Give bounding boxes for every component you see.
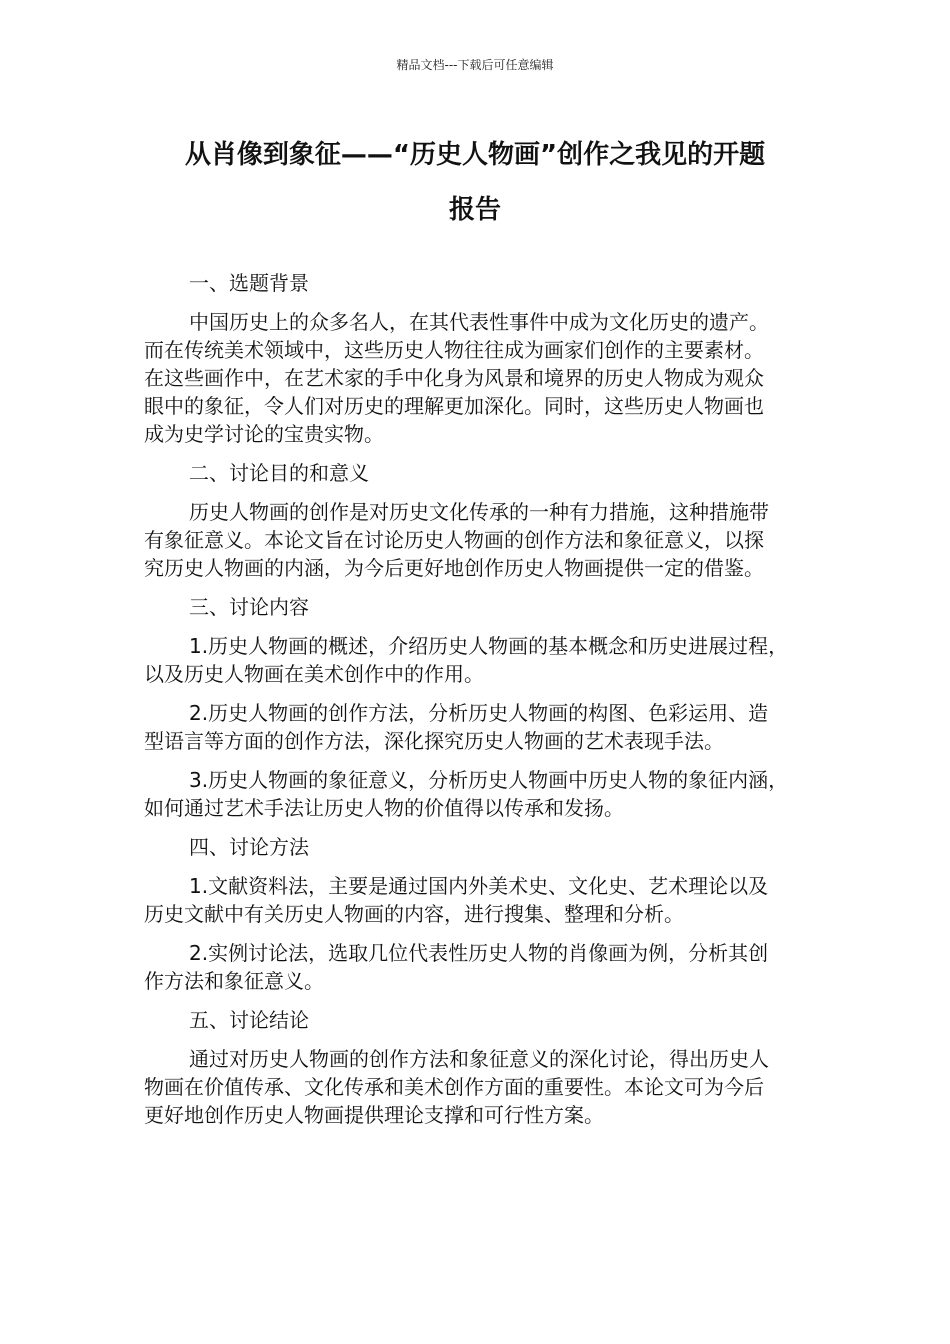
text-line: 历史文献中有关历史人物画的内容，进行搜集、整理和分析。	[144, 902, 684, 926]
title-line-1: 从肖像到象征——“历史人物画”创作之我见的开题	[184, 140, 766, 170]
paragraph-purpose	[144, 498, 794, 582]
title-line-2: 报告	[448, 195, 501, 225]
document-body	[144, 269, 794, 1140]
paragraph-method-2	[144, 939, 794, 995]
text-line: 型语言等方面的创作方法，深化探究历史人物画的艺术表现手法。	[144, 729, 724, 753]
paragraph-content-2	[144, 699, 794, 755]
text-line: 通过对历史人物画的创作方法和象征意义的深化讨论，得出历史人	[189, 1047, 769, 1071]
text-line: 物画在价值传承、文化传承和美术创作方面的重要性。本论文可为今后	[144, 1075, 764, 1099]
paragraph-conclusion	[144, 1045, 794, 1129]
section-heading-method: 四、讨论方法	[189, 835, 309, 859]
text-line: 在这些画作中，在艺术家的手中化身为风景和境界的历史人物成为观众	[144, 366, 764, 390]
text-line: 2.历史人物画的创作方法，分析历史人物画的构图、色彩运用、造	[189, 701, 769, 725]
header-note: 精品文档---下载后可任意编辑	[396, 58, 554, 72]
paragraph-method-1	[144, 872, 794, 928]
paragraph-background	[144, 308, 794, 448]
text-line: 如何通过艺术手法让历史人物的价值得以传承和发扬。	[144, 796, 624, 820]
text-line: 中国历史上的众多名人，在其代表性事件中成为文化历史的遗产。	[189, 310, 769, 334]
text-line: 眼中的象征，令人们对历史的理解更加深化。同时，这些历史人物画也	[144, 394, 764, 418]
text-line: 更好地创作历史人物画提供理论支撑和可行性方案。	[144, 1103, 604, 1127]
paragraph-content-3	[144, 766, 794, 822]
text-line: 1.历史人物画的概述，介绍历史人物画的基本概念和历史进展过程，	[189, 634, 789, 658]
paragraph-content-1	[144, 632, 794, 688]
text-line: 有象征意义。本论文旨在讨论历史人物画的创作方法和象征意义，以探	[144, 528, 764, 552]
text-line: 成为史学讨论的宝贵实物。	[144, 422, 384, 446]
text-line: 而在传统美术领域中，这些历史人物往往成为画家们创作的主要素材。	[144, 338, 764, 362]
section-heading-background: 一、选题背景	[189, 271, 309, 295]
section-heading-content: 三、讨论内容	[189, 595, 309, 619]
text-line: 3.历史人物画的象征意义，分析历史人物画中历史人物的象征内涵，	[189, 768, 789, 792]
text-line: 历史人物画的创作是对历史文化传承的一种有力措施，这种措施带	[189, 500, 769, 524]
section-heading-purpose: 二、讨论目的和意义	[189, 461, 369, 485]
text-line: 以及历史人物画在美术创作中的作用。	[144, 662, 484, 686]
text-line: 2.实例讨论法，选取几位代表性历史人物的肖像画为例，分析其创	[189, 941, 769, 965]
document-title	[120, 128, 830, 238]
text-line: 究历史人物画的内涵，为今后更好地创作历史人物画提供一定的借鉴。	[144, 556, 764, 580]
section-heading-conclusion: 五、讨论结论	[189, 1008, 309, 1032]
text-line: 1.文献资料法，主要是通过国内外美术史、文化史、艺术理论以及	[189, 874, 769, 898]
text-line: 作方法和象征意义。	[144, 969, 324, 993]
